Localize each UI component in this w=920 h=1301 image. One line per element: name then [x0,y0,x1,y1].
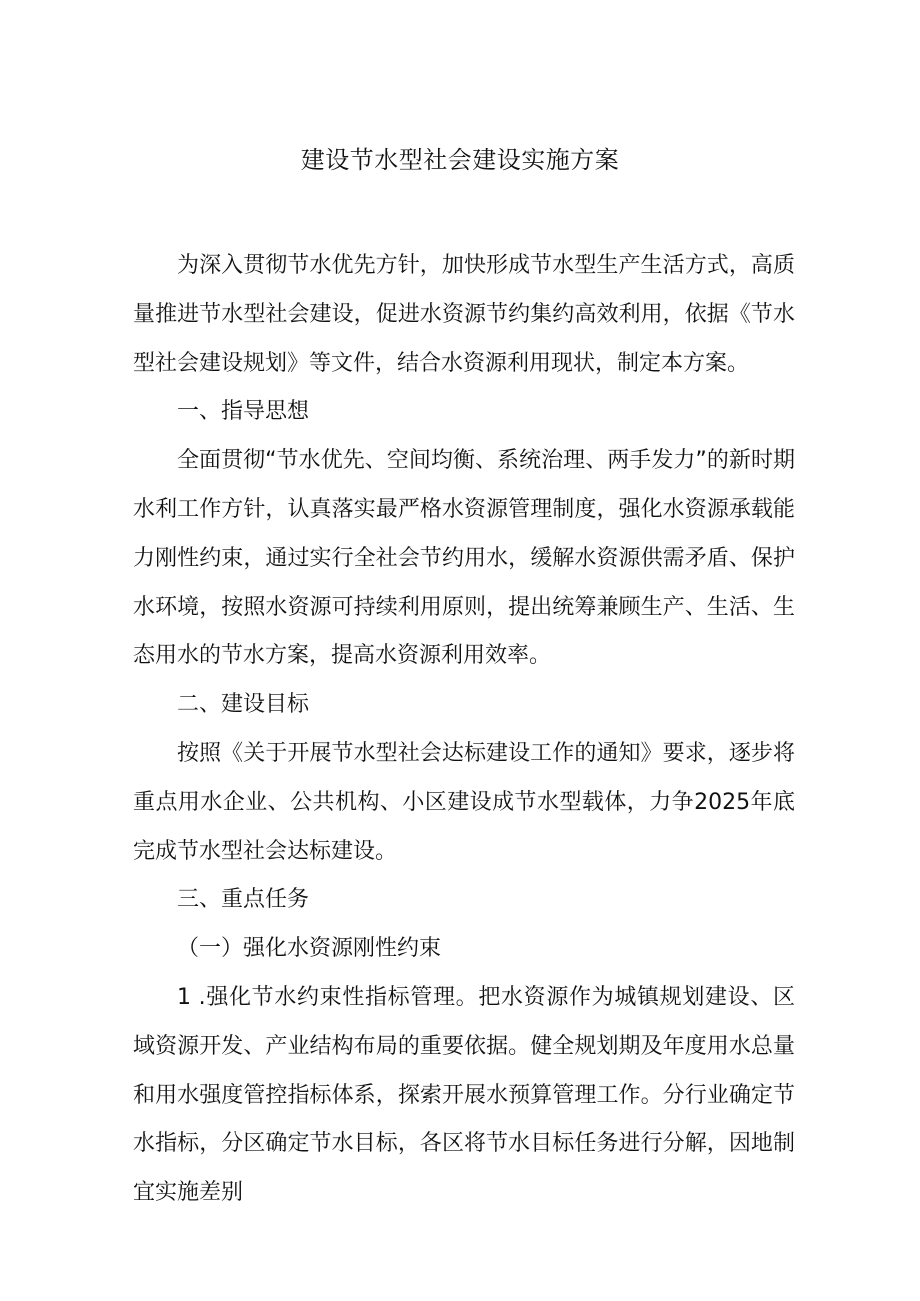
section-heading-key-tasks: 三、重点任务 [177,887,310,913]
document-body [133,242,795,1218]
subsection-heading-rigid-constraint: （一）强化水资源刚性约束 [177,936,442,962]
intro-paragraph: 为深入贯彻节水优先方针，加快形成节水型生产生活方式，高质量推进节水型社会建设，促进水资源节约集约高效利用，依据《节水型社会建设规划》等文件，结合水资源利用现状，制定本方案。 [133,253,795,376]
goals-paragraph: 按照《关于开展节水型社会达标建设工作的通知》要求，逐步将重点用水企业、公共机构、小区建设成节水型载体，力争2025年底完成节水型社会达标建设。 [133,740,795,864]
document-title: 建设节水型社会建设实施方案 [300,146,620,174]
task-item-1-paragraph: 1 .强化节水约束性指标管理。把水资源作为城镇规划建设、区域资源开发、产业结构布局的重要依据。健全规划期及年度用水总量和用水强度管控指标体系，探索开展水预算管理工作。分行业确定节水指标，分区确定节水目标，各区将节水目标任务进行分解，因地制宜实施差别 [133,984,795,1206]
guiding-thought-paragraph: 全面贯彻“节水优先、空间均衡、系统治理、两手发力”的新时期水利工作方针，认真落实最严格水资源管理制度，强化水资源承载能力刚性约束，通过实行全社会节约用水，缓解水资源供需矛盾、保护水环境，按照水资源可持续利用原则，提出统筹兼顾生产、生活、生态用水的节水方案，提高水资源利用效率。 [133,448,795,669]
section-heading-goals: 二、建设目标 [177,692,310,718]
section-heading-guiding-thought: 一、指导思想 [177,399,310,425]
